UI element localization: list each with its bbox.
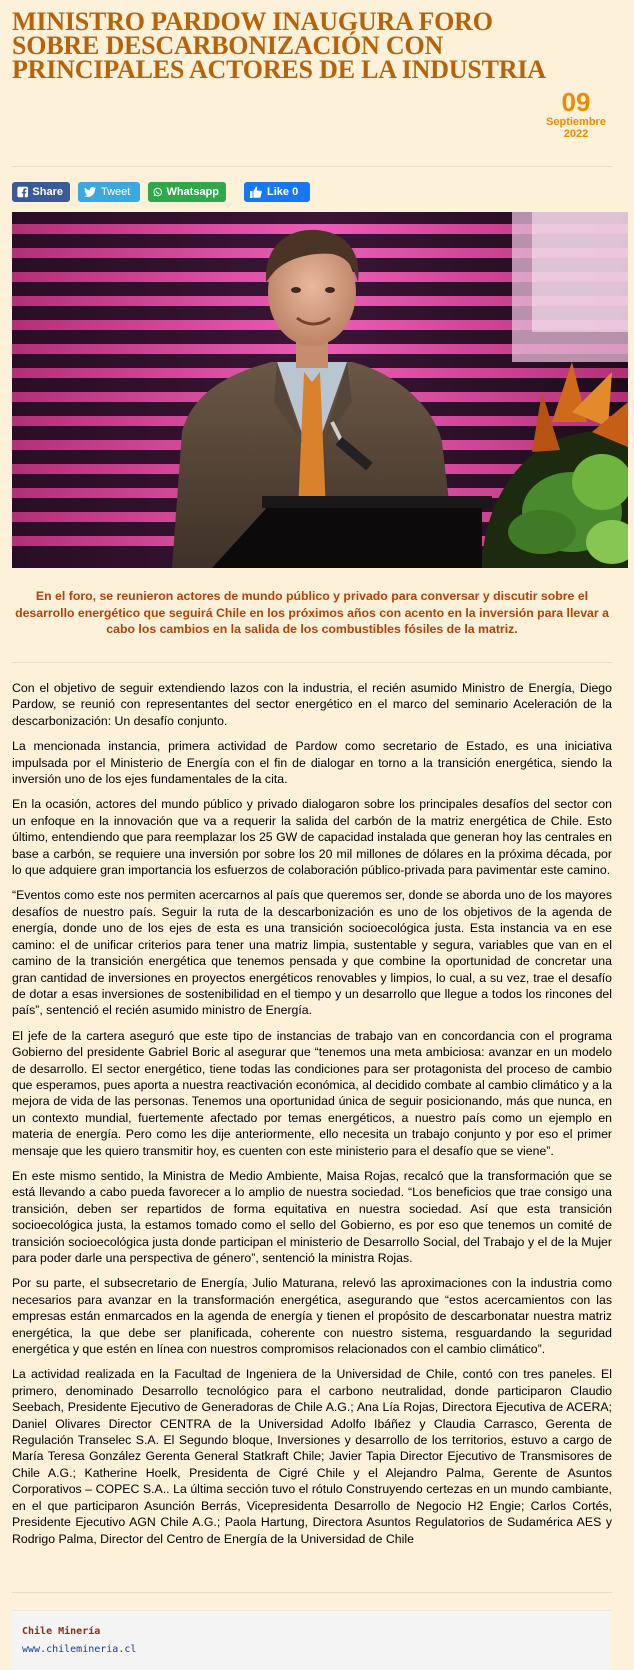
divider bbox=[12, 662, 612, 663]
source-name: Chile Minería bbox=[22, 1626, 101, 1637]
source-box bbox=[12, 1610, 612, 1670]
article-title: MINISTRO PARDOW INAUGURA FORO SOBRE DESCARBONIZACIÓN CON PRINCIPALES ACTORES DE LA INDUSTRIA bbox=[12, 7, 546, 84]
whatsapp-share-button[interactable] bbox=[148, 182, 226, 202]
whatsapp-icon bbox=[153, 185, 162, 199]
thumbs-up-icon bbox=[249, 185, 263, 199]
article-paragraph: Por su parte, el subsecretario de Energía, Julio Maturana, relevó las aproximaciones con la industria como necesarios para avanzar en la transformación energética, asegurando que “estos acercamientos con las empresas están enmarcados en la agenda de energía y tienen el propósito de descarbonatar nuestra matriz energética, la que debe ser planificada, coherente con nuestro sistema, resguardando la seguridad energética y que estén en línea con nuestros compromisos relacionados con el cambio climático”. bbox=[12, 1276, 612, 1357]
article-paragraph: La mencionada instancia, primera actividad de Pardow como secretario de Estado, es una iniciativa impulsada por el Ministerio de Energía con el fin de dialogar en torno a la transición energética, siendo la inversión uno de los ejes fundamentales de la cita. bbox=[12, 739, 612, 787]
facebook-share-button[interactable] bbox=[12, 182, 70, 202]
date-day: 09 bbox=[561, 87, 591, 117]
article-body bbox=[12, 680, 612, 1556]
article-paragraph: El jefe de la cartera aseguró que este tipo de instancias de trabajo van en concordancia con el programa Gobierno del presidente Gabriel Boric al asegurar que “tenemos una meta ambiciosa: avanzar en un modelo de desarrollo. El sector energético, tiene todas las condiciones para ser protagonista del proceso de cambio que esperamos, pues aporta a nuestra reactivación económica, al decidido combate al cambio climático y a la mejora de vida de las personas. Tenemos una oportunidad única de seguir posicionando, más que nunca, en un contexto mundial, fuertemente afectado por temas energéticos, a nuestro país como un ejemplo en materia de energía. Pero como les dije anteriormente, ello necesita un trabajo conjunto y por eso el primer mensaje que les quiero transmitir hoy, es cuenten con este ministerio para el desafío que se viene”. bbox=[12, 1028, 612, 1158]
twitter-icon bbox=[83, 185, 97, 199]
facebook-share-label: Share bbox=[32, 186, 63, 198]
date-month: Septiembre bbox=[546, 116, 606, 128]
facebook-icon bbox=[17, 185, 28, 199]
facebook-like-button[interactable] bbox=[244, 182, 310, 202]
article-paragraph: En la ocasión, actores del mundo público y privado dialogaron sobre los principales desafíos del sector con un enfoque en la innovación que va a requerir la salida del carbón de la matriz energética de Chile. Esto último, entendiendo que para reemplazar los 25 GW de capacidad instalada que generan hoy las centrales en base a carbón, se requiere una inversión por sobre los 20 mil millones de dólares en la próxima década, por lo que adquiere gran importancia los esfuerzos de colaboración público-privada para pavimentar este camino. bbox=[12, 797, 612, 878]
twitter-share-button[interactable] bbox=[78, 182, 140, 202]
article-paragraph: Con el objetivo de seguir extendiendo lazos con la industria, el recién asumido Ministro de Energía, Diego Pardow, se reunió con representantes del sector energético en el marco del seminario Aceleración de la descarbonización: Un desafío conjunto. bbox=[12, 681, 612, 728]
article-paragraph: En este mismo sentido, la Ministra de Medio Ambiente, Maisa Rojas, recalcó que la transformación que se está llevando a cabo pueda favorecer a lo amplio de nuestra sociedad. “Los beneficios que trae consigo una transición, deben ser repartidos de forma equitativa en nuestra sociedad. Así que esta transición socioecológica justa, la estamos tomado como el sello del Gobierno, es por eso que tenemos un comité de transición socioecológica justa donde participan el ministerio de Desarrollo Social, del Trabajo y el de la Mujer para poder darle una perspectiva de género”, sentenció la ministra Rojas. bbox=[12, 1168, 612, 1265]
article-date bbox=[536, 88, 616, 140]
date-year: 2022 bbox=[563, 128, 589, 140]
article-photo bbox=[12, 212, 628, 568]
twitter-share-label: Tweet bbox=[101, 186, 131, 198]
article-lead: En el foro, se reunieron actores de mundo público y privado para conversar y discutir sobre el desarrollo energético que seguirá Chile en los próximos años con acento en la inversión para llevar a cabo los cambios en la salida de los combustibles fósiles de la matriz. bbox=[15, 589, 609, 636]
divider bbox=[12, 166, 612, 167]
source-link[interactable]: www.chilemineria.cl bbox=[22, 1644, 137, 1655]
speaker-photo bbox=[12, 212, 628, 568]
facebook-like-label: Like 0 bbox=[267, 186, 299, 198]
article-paragraph: “Eventos como este nos permiten acercarnos al país que queremos ser, donde se aborda uno de los mayores desafíos de nuestro país. Seguir la ruta de la descarbonización es uno de los objetivos de la agenda de energía, donde uno de los ejes de esta es una transición socioecológica justa. Esta instancia va en ese camino: el de unificar criterios para tener una matriz limpia, sustentable y segura, variables que van en el camino de la transición energética que tenemos pensada y que combine la oportunidad de concretar una gran cantidad de inversiones en proyectos energéticos renovables y limpios, lo cual, a su vez, trae el desafío de dotar a esas inversiones de sostenibilidad en el tiempo y un desarrollo que llegue a todos los rincones del país”, sentenció el recién asumido ministro de Energía. bbox=[12, 888, 612, 1018]
whatsapp-share-label: Whatsapp bbox=[166, 186, 219, 198]
article-paragraph: La actividad realizada en la Facultad de Ingeniera de la Universidad de Chile, contó con tres paneles. El primero, denominado Desarrollo tecnológico para el carbono neutralidad, donde participaron Claudio Seebach, Presidente Ejecutivo de Generadoras de Chile A.G.; Ana Lía Rojas, Directora Ejecutiva de ACERA; Daniel Olivares Director CENTRA de la Universidad Adolfo Ibáñez y Claudia Carrasco, Gerenta de Regulación Transelec S.A. El Segundo bloque, Inversiones y desarrollo de los territorios, estuvo a cargo de María Teresa González Gerenta General Statkraft Chile; Javier Tapia Director Ejecutivo de Transmisores de Chile A.G.; Katherine Hoelk, Presidenta de Cigré Chile y el Alejandro Palma, Gerente de Asuntos Corporativos – COPEC S.A.. La última sección tuvo el rótulo Construyendo certezas en un mundo cambiante, en el que participaron Asunción Berrás, Vicepresidenta Desarrollo de Negocio H2 Engie; Carlos Cortés, Presidente Ejecutivo AGN Chile A.G.; Paola Hartung, Directora Asuntos Regulatorios de Sudamérica AES y Rodrigo Palma, Director del Centro de Energía de la Universidad de Chile bbox=[12, 1367, 612, 1546]
divider bbox=[12, 1592, 612, 1593]
